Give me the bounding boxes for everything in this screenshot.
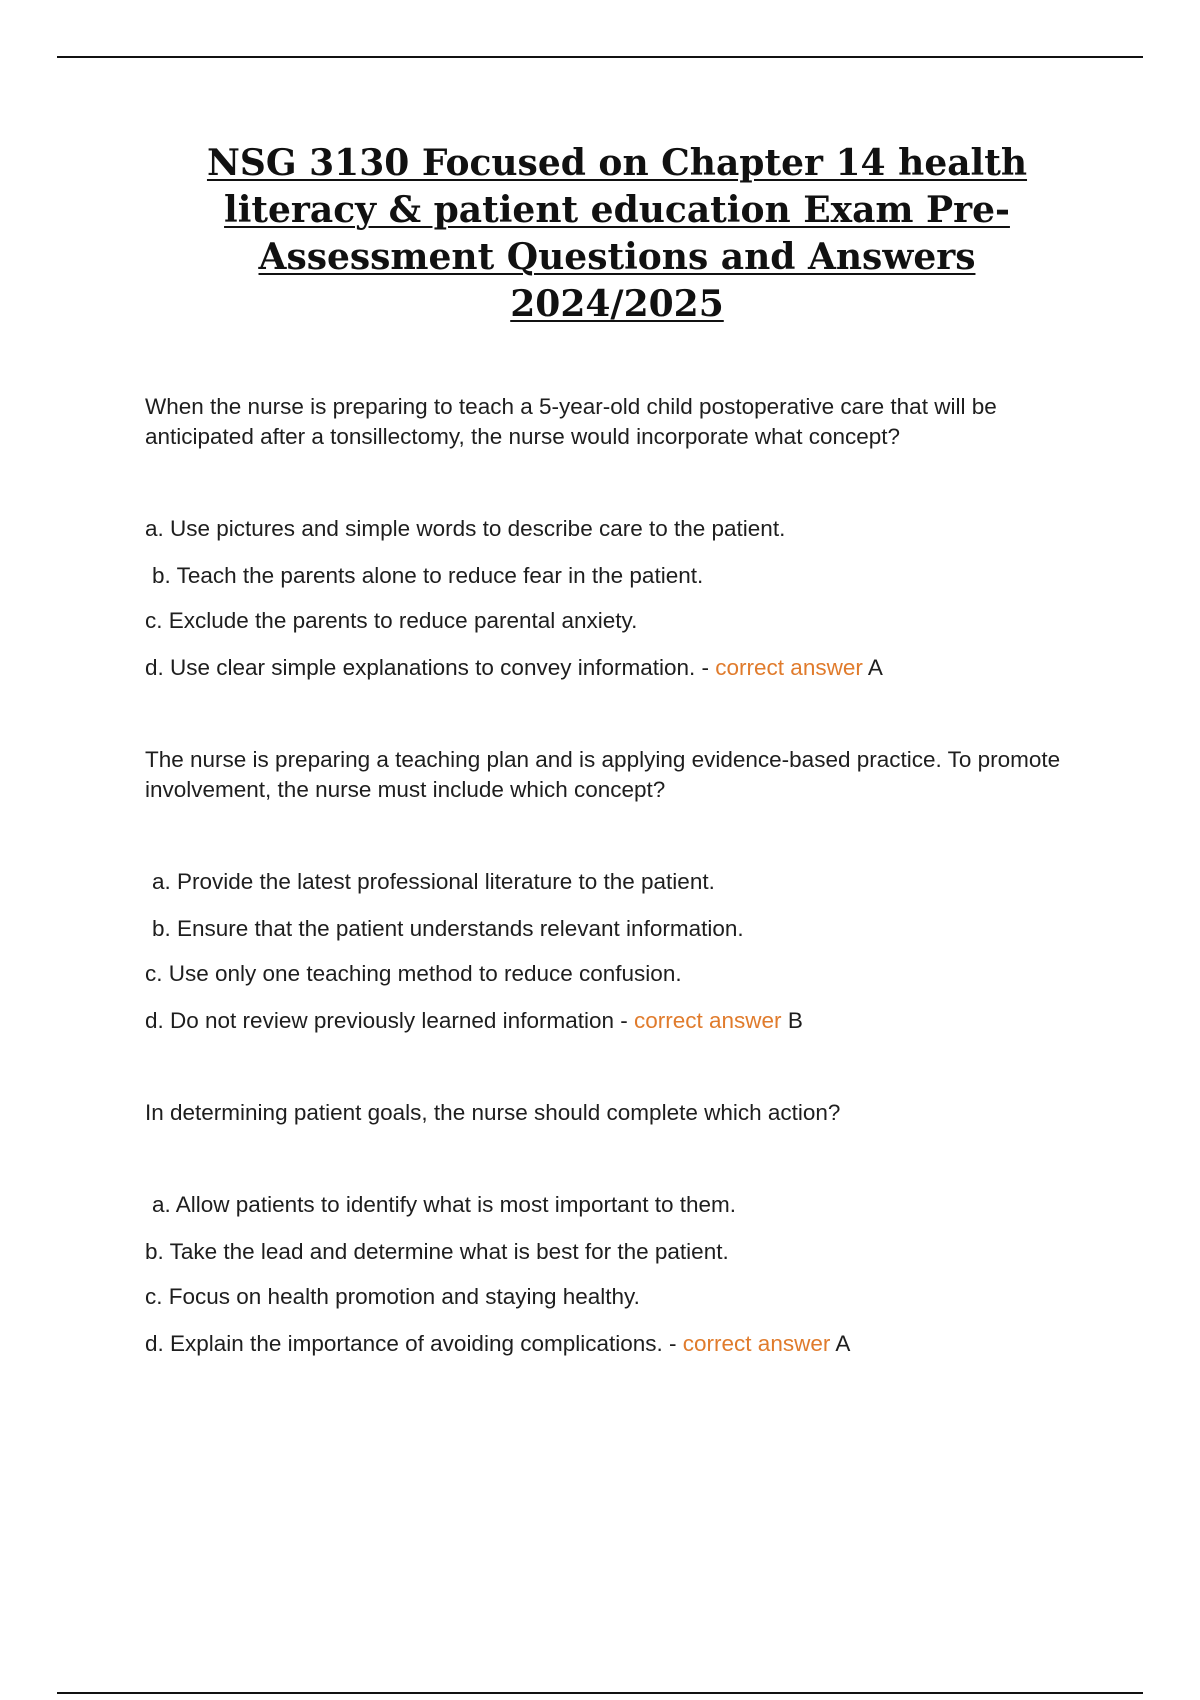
option-b: b. Teach the parents alone to reduce fear in the patient. [152,563,704,588]
question-text: In determining patient goals, the nurse should complete which action? [145,1100,841,1125]
option-a: a. Allow patients to identify what is most important to them. [152,1192,737,1217]
option-d [145,653,883,683]
option-d-text: d. Do not review previously learned information - [145,1008,628,1033]
correct-answer-value: A [835,1331,851,1356]
correct-answer-value: B [787,1008,803,1033]
option-d [145,1329,850,1359]
question-block-1 [145,392,1085,680]
correct-answer-label: correct answer [715,655,863,680]
option-d-text: d. Use clear simple explanations to convey information. - [145,655,710,680]
correct-answer-label: correct answer [682,1331,831,1356]
option-a: a. Use pictures and simple words to describe care to the patient. [145,516,786,541]
question-text: The nurse is preparing a teaching plan and is applying evidence-based practice. To promote involvement, the nurse must include which concept? [145,747,1061,802]
option-d-text: d. Explain the importance of avoiding complications. - [145,1331,677,1356]
question-block-3 [145,1098,1085,1356]
correct-answer-label: correct answer [634,1008,782,1033]
option-c: c. Use only one teaching method to reduce confusion. [145,961,682,986]
option-c: c. Focus on health promotion and staying healthy. [145,1284,640,1309]
header-rule [57,56,1143,58]
question-text: When the nurse is preparing to teach a 5-year-old child postoperative care that will be anticipated after a tonsillectomy, the nurse would incorporate what concept? [145,394,997,449]
option-b: b. Ensure that the patient understands relevant information. [152,916,744,941]
correct-answer-value: A [867,655,883,680]
option-c: c. Exclude the parents to reduce parental anxiety. [145,608,638,633]
question-block-2 [145,745,1085,1033]
footer-rule [57,1692,1143,1694]
page-title: NSG 3130 Focused on Chapter 14 health literacy & patient education Exam Pre-Assessment Questions and Answers 2024/2025 [206,142,1028,325]
option-d [145,1006,803,1036]
option-a: a. Provide the latest professional literature to the patient. [152,869,715,894]
option-b: b. Take the lead and determine what is best for the patient. [145,1239,729,1264]
